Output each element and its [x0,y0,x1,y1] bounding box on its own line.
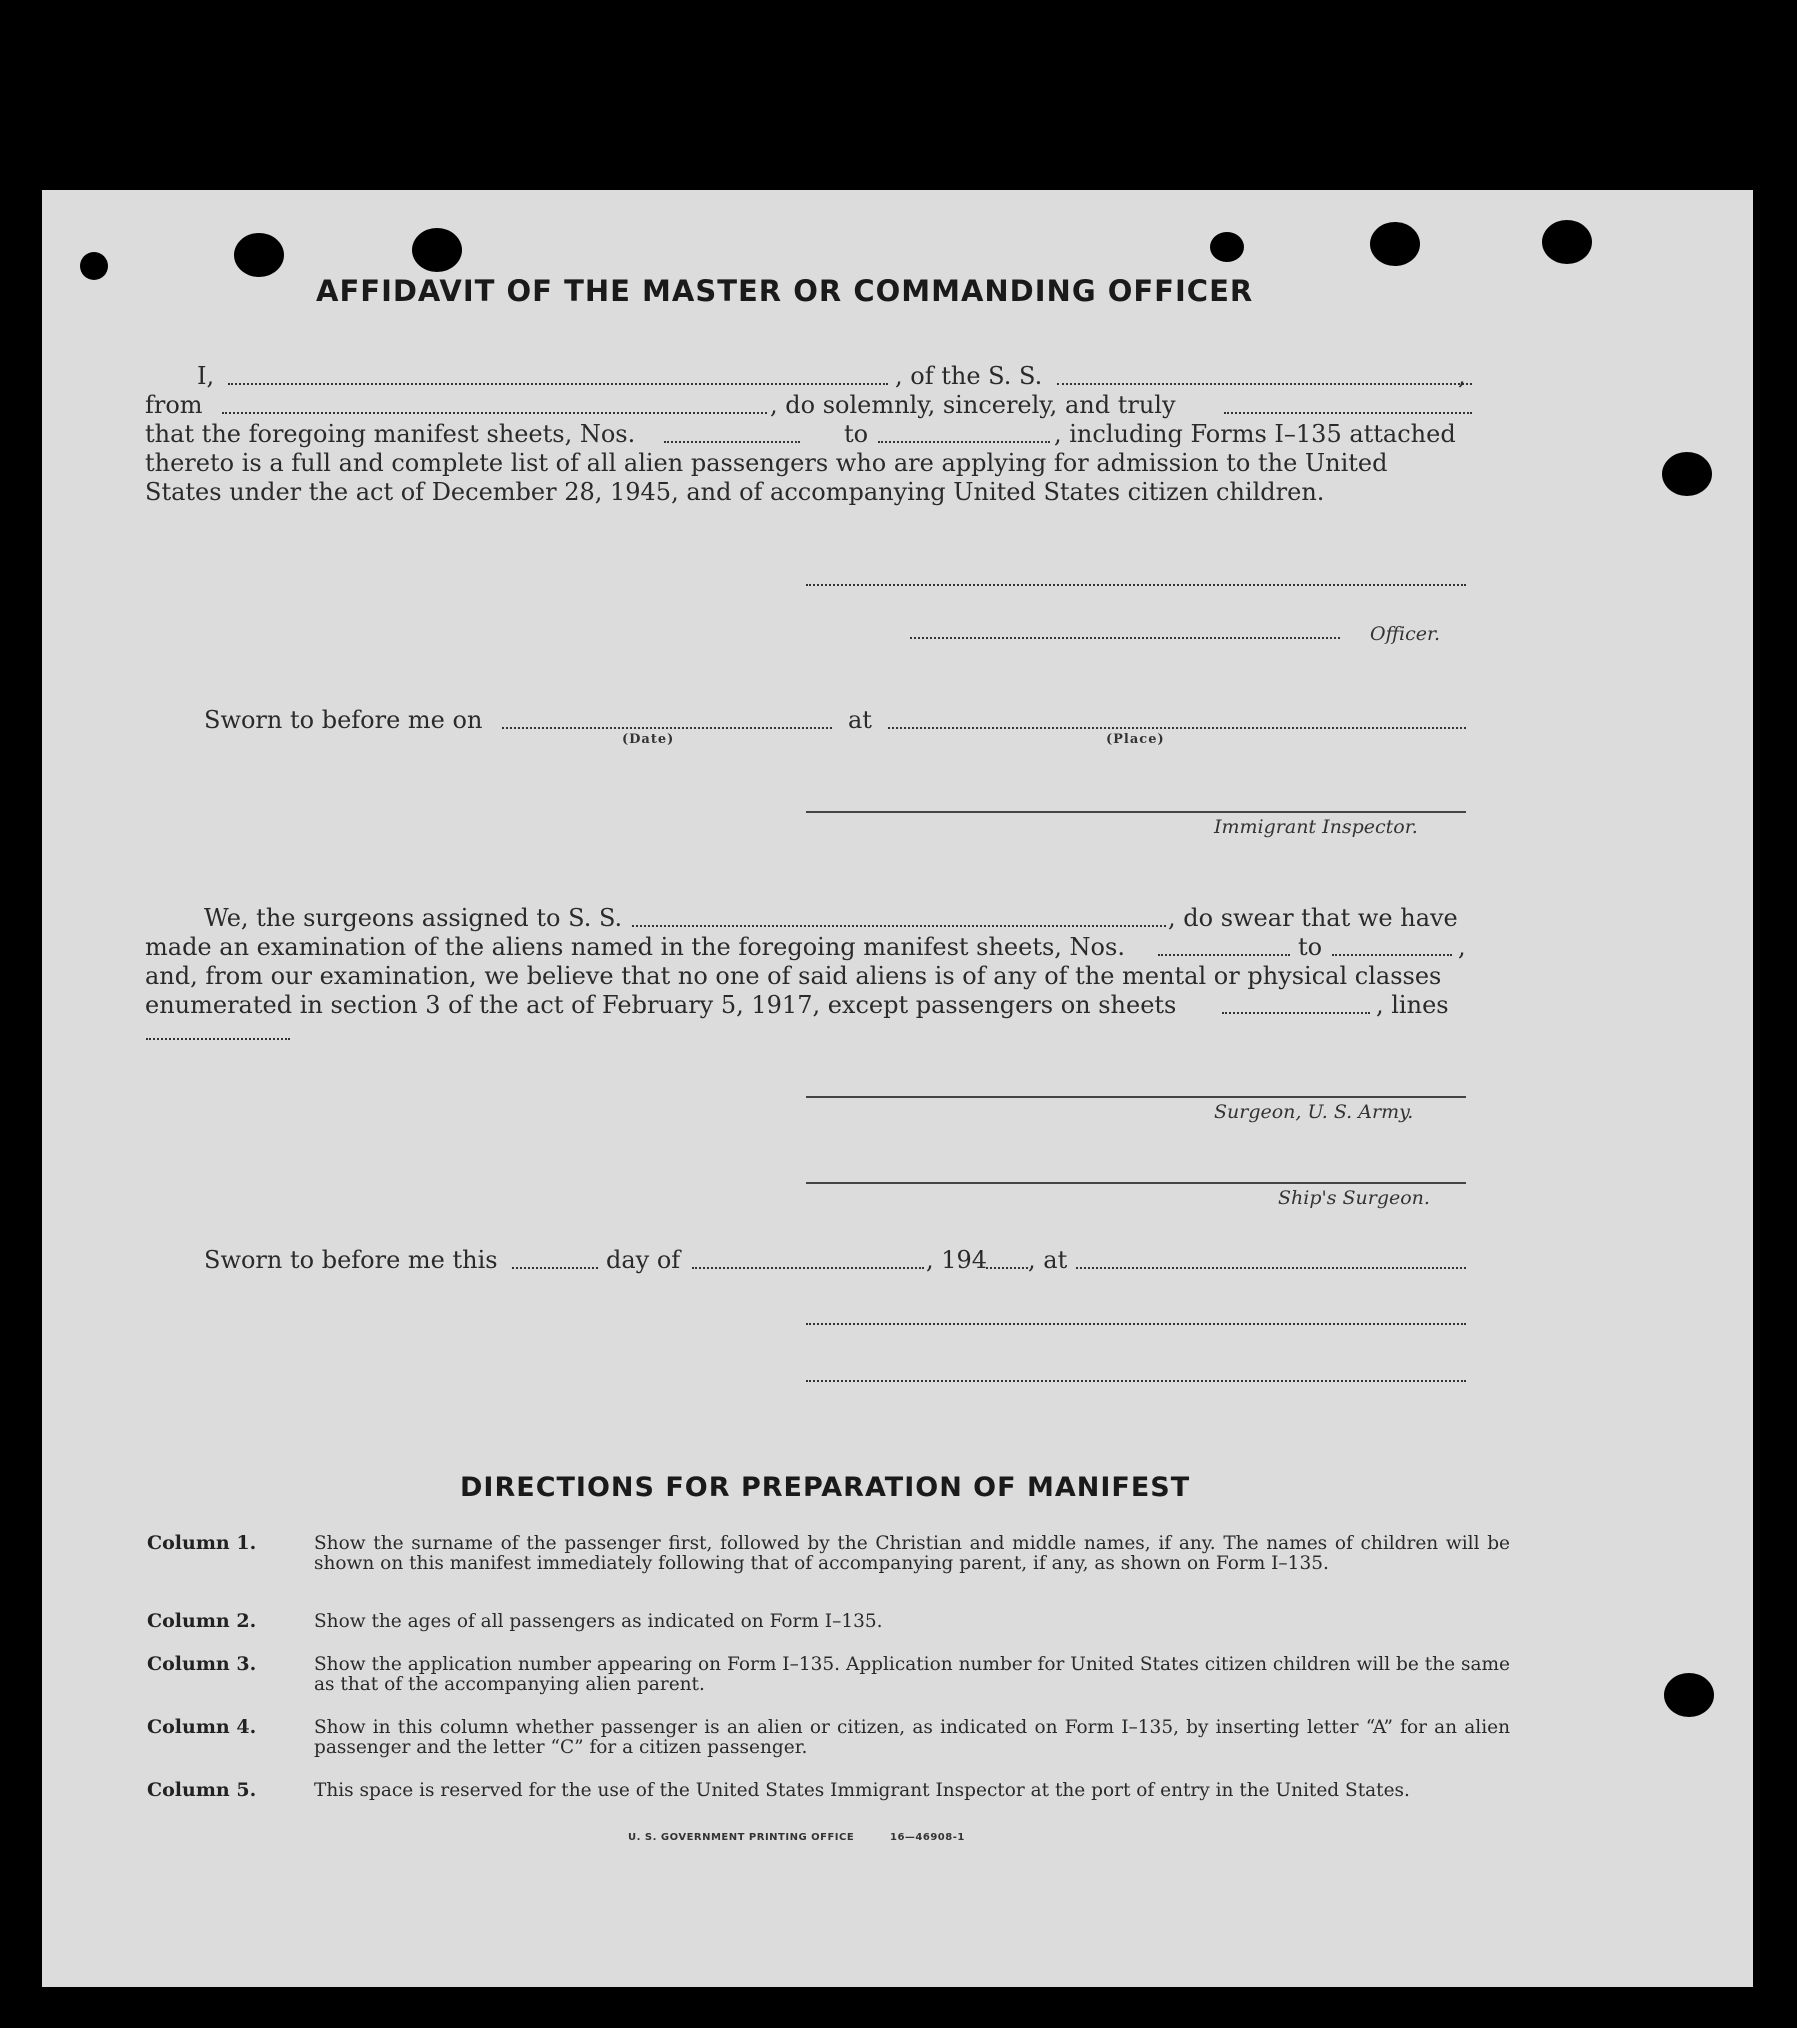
surgeons-line2-end: , [1458,933,1466,961]
directions-title: DIRECTIONS FOR PREPARATION OF MANIFEST [460,1472,1191,1503]
sheet-from-field[interactable] [664,441,800,443]
sworn2-day-field[interactable] [512,1267,598,1269]
affidavit-title: AFFIDAVIT OF THE MASTER OR COMMANDING OFFICER [316,274,1254,308]
surgeons-line2-to: to [1298,933,1323,961]
master-name-field[interactable] [228,383,888,385]
sworn-date-field[interactable] [502,727,832,729]
sworn2-year-field[interactable] [986,1267,1028,1269]
punch-hole [80,252,108,280]
form-sheet [42,190,1753,1987]
column-3-name: Column 3. [147,1653,257,1675]
surgeons-line4-lead: enumerated in section 3 of the act of February 5, 1917, except passengers on sheets [145,991,1177,1019]
sheet-to-field[interactable] [878,441,1050,443]
surgeon-ship-field[interactable] [632,925,1166,927]
affidavit-line1-lead: I, [197,362,215,390]
sworn1-lead: Sworn to before me on [204,706,483,734]
affidavit-line3-to: to [844,420,869,448]
officer-signature-line-1[interactable] [806,584,1466,586]
army-surgeon-label: Surgeon, U. S. Army. [1214,1101,1414,1123]
affidavit-line3-lead: that the foregoing manifest sheets, Nos. [145,420,636,448]
punch-hole [1370,222,1420,266]
sworn-place-field[interactable] [888,727,1466,729]
punch-hole [412,228,462,272]
sworn2-signature-line-2[interactable] [806,1380,1466,1382]
column-2-name: Column 2. [147,1610,257,1632]
sworn2-year: , 194 [926,1246,988,1274]
affidavit-line5: States under the act of December 28, 1945, and of accompanying United States citizen children. [145,478,1325,506]
surgeons-line1-end: , do swear that we have [1168,904,1458,932]
affidavit-line1-end: , [1458,362,1466,390]
column-4-name: Column 4. [147,1716,257,1738]
punch-hole [1542,220,1592,264]
column-1-name: Column 1. [147,1532,257,1554]
from-port-field[interactable] [222,412,767,414]
column-2-text: Show the ages of all passengers as indicated on Form I–135. [314,1611,883,1632]
surgeon-sheet-from-field[interactable] [1158,954,1290,956]
sworn2-month-field[interactable] [692,1267,924,1269]
affidavit-line2-lead: from [145,391,203,419]
declaration-field[interactable] [1224,412,1472,414]
sworn1-at: at [848,706,872,734]
officer-signature-line-2[interactable] [910,637,1340,639]
column-4-text: Show in this column whether passenger is an alien or citizen, as indicated on Form I–135, by inserting letter “A” for an alien passenger and the letter “C” for a citizen passenger. [314,1717,1510,1758]
punch-hole [1662,452,1712,496]
army-surgeon-signature-line[interactable] [806,1096,1466,1098]
sworn2-place-field[interactable] [1076,1267,1466,1269]
surgeons-line4-end: , lines [1376,991,1449,1019]
ship-surgeon-signature-line[interactable] [806,1182,1466,1184]
surgeons-line3: and, from our examination, we believe that no one of said aliens is of any of the mental or physical classes [145,962,1442,990]
sworn2-lead: Sworn to before me this [204,1246,498,1274]
column-5-name: Column 5. [147,1779,257,1801]
punch-hole [234,233,284,277]
inspector-signature-line[interactable] [806,811,1466,813]
column-5-text: This space is reserved for the use of the United States Immigrant Inspector at the port of entry in the United States. [314,1780,1410,1801]
surgeons-line1-lead: We, the surgeons assigned to S. S. [204,904,623,932]
surgeon-sheet-to-field[interactable] [1332,954,1452,956]
ship-surgeon-label: Ship's Surgeon. [1278,1187,1430,1209]
form-code: 16—46908-1 [890,1832,965,1843]
column-1-text: Show the surname of the passenger first, followed by the Christian and middle names, if any. The names of children will be shown on this manifest immediately following that of accompanying parent, if any, as shown on Form I–135. [314,1533,1510,1574]
ship-name-field[interactable] [1057,383,1472,385]
punch-hole [1664,1673,1714,1717]
sworn2-dayof: day of [606,1246,681,1274]
affidavit-line2-mid: , do solemnly, sincerely, and truly [770,391,1176,419]
surgeons-line2-lead: made an examination of the aliens named in the foregoing manifest sheets, Nos. [145,933,1125,961]
affidavit-line1-mid: , of the S. S. [895,362,1043,390]
column-3-text: Show the application number appearing on Form I–135. Application number for United States citizen children will be the same as that of the accompanying alien parent. [314,1654,1510,1695]
inspector-label: Immigrant Inspector. [1214,816,1418,838]
sworn2-at: , at [1028,1246,1068,1274]
officer-label: Officer. [1370,623,1441,645]
date-caption: (Date) [622,732,675,747]
sworn2-signature-line-1[interactable] [806,1323,1466,1325]
affidavit-line4: thereto is a full and complete list of all alien passengers who are applying for admission to the United [145,449,1388,477]
punch-hole [1210,232,1244,262]
affidavit-line3-end: , including Forms I–135 attached [1054,420,1456,448]
printer-imprint: U. S. GOVERNMENT PRINTING OFFICE [628,1832,855,1843]
except-lines-field[interactable] [146,1038,290,1040]
except-sheets-field[interactable] [1222,1012,1370,1014]
place-caption: (Place) [1106,732,1165,747]
